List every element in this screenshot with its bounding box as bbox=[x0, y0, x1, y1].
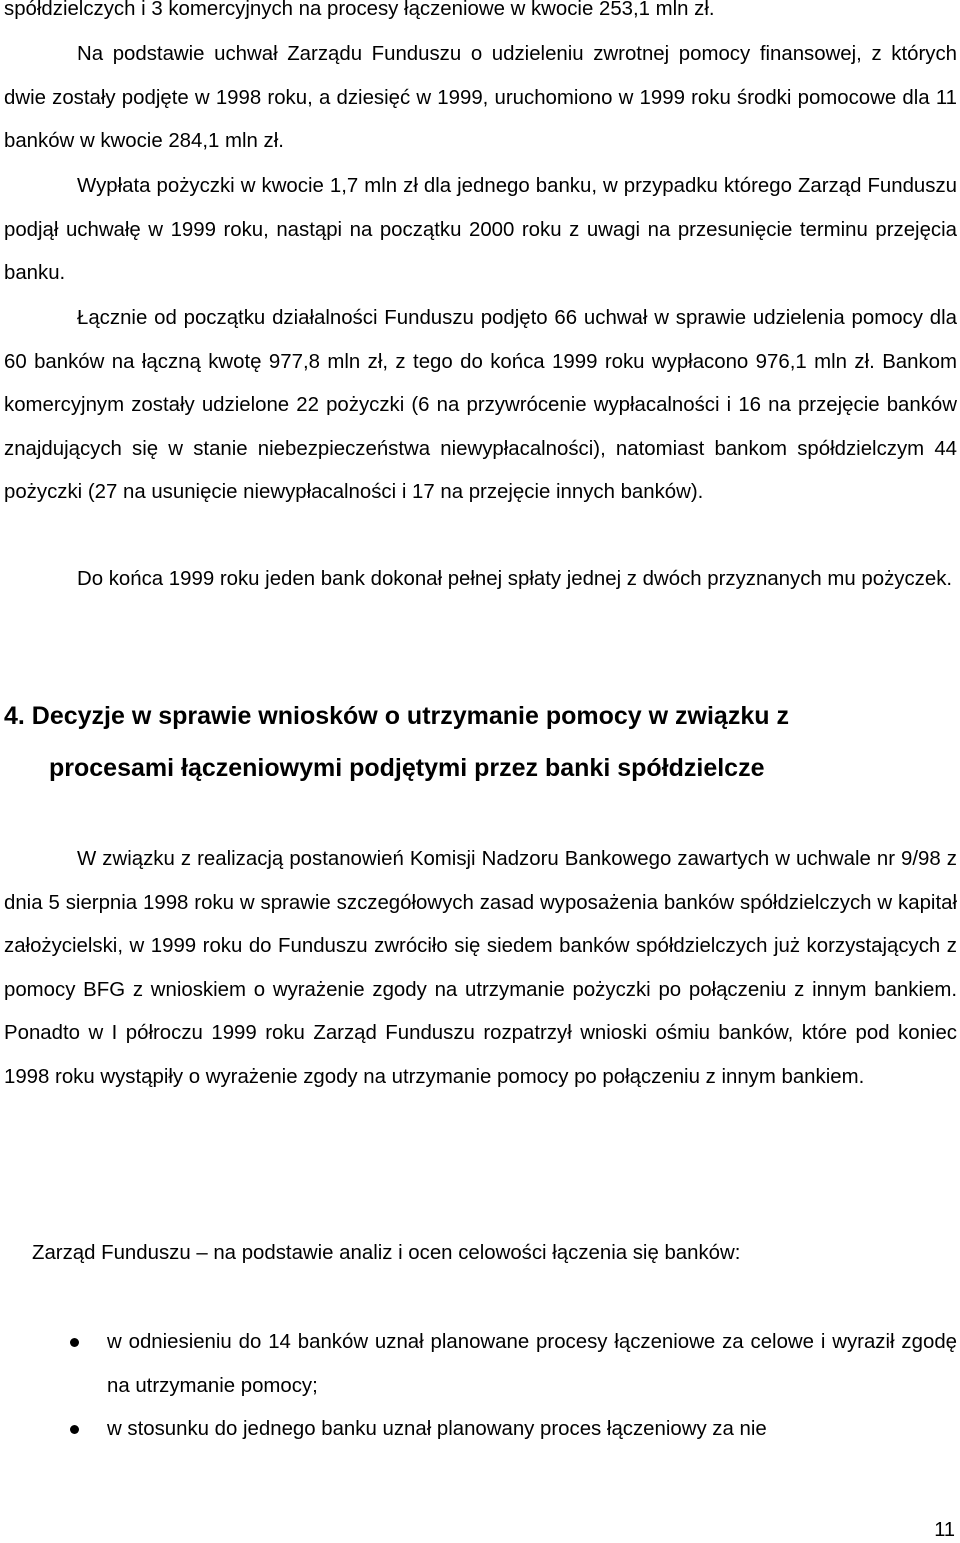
paragraph-continuation: spółdzielczych i 3 komercyjnych na procesy łączeniowe w kwocie 253,1 mln zł. bbox=[4, 0, 715, 20]
bullet-icon bbox=[70, 1338, 79, 1347]
section-heading-line-2: procesami łączeniowymi podjętymi przez banki spółdzielcze bbox=[49, 754, 765, 782]
bullet-item bbox=[4, 1408, 957, 1452]
paragraph-knb-resolution: W związku z realizacją postanowień Komisji Nadzoru Bankowego zawartych w uchwale nr 9/98 z dnia 5 sierpnia 1998 roku w sprawie szczegółowych zasad wyposażenia banków spółdzielczych w kapitał założycielski, w 1999 roku do Funduszu zwróciło się siedem banków spółdzielczych już korzystających z pomocy BFG z wnioskiem o wyrażenie zgody na utrzymanie pożyczki po połączeniu z innym bankiem. Ponadto w I półroczu 1999 roku Zarząd Funduszu rozpatrzył wnioski ośmiu banków, które pod koniec 1998 roku wystąpiły o wyrażenie zgody na utrzymanie pomocy po połączeniu z innym bankiem. bbox=[4, 848, 957, 1088]
decision-bullet-list bbox=[4, 1321, 957, 1452]
bullet-text: w odniesieniu do 14 banków uznał planowane procesy łączeniowe za celowe i wyraził zgodę na utrzymanie pomocy; bbox=[107, 1331, 957, 1397]
bullet-item bbox=[4, 1321, 957, 1408]
section-heading bbox=[4, 690, 957, 794]
paragraph-total-activity: Łącznie od początku działalności Funduszu podjęto 66 uchwał w sprawie udzielenia pomocy dla 60 banków na łączną kwotę 977,8 mln zł, z tego do końca 1999 roku wypłacono 976,1 mln zł. Bankom komercyjnym zostały udzielone 22 pożyczki (6 na przywrócenie wypłacalności i 16 na przejęcie banków znajdujących się w stanie niebezpieczeństwa niewypłacalności), natomiast bankom spółdzielczym 44 pożyczki (27 na usunięcie niewypłacalności i 17 na przejęcie innych banków). bbox=[4, 307, 957, 504]
paragraph-board-analysis: Zarząd Funduszu – na podstawie analiz i ocen celowości łączenia się banków: bbox=[32, 1242, 741, 1264]
paragraph-support-resolutions: Na podstawie uchwał Zarządu Funduszu o udzieleniu zwrotnej pomocy finansowej, z których dwie zostały podjęte w 1998 roku, a dziesięć w 1999, uruchomiono w 1999 roku środki pomocowe dla 11 banków w kwocie 284,1 mln zł. bbox=[4, 43, 957, 153]
bullet-icon bbox=[70, 1425, 79, 1434]
paragraph-loan-payout: Wypłata pożyczki w kwocie 1,7 mln zł dla jednego banku, w przypadku którego Zarząd Funduszu podjął uchwałę w 1999 roku, nastąpi na początku 2000 roku z uwagi na przesunięcie terminu przejęcia banku. bbox=[4, 175, 957, 285]
bullet-text: w stosunku do jednego banku uznał planowany proces łączeniowy za nie bbox=[107, 1418, 767, 1441]
section-heading-line-1: 4. Decyzje w sprawie wniosków o utrzymanie pomocy w związku z bbox=[4, 702, 789, 730]
paragraph-repayment: Do końca 1999 roku jeden bank dokonał pełnej spłaty jednej z dwóch przyznanych mu pożyczek. bbox=[77, 568, 953, 590]
page-number: 11 bbox=[934, 1519, 955, 1541]
